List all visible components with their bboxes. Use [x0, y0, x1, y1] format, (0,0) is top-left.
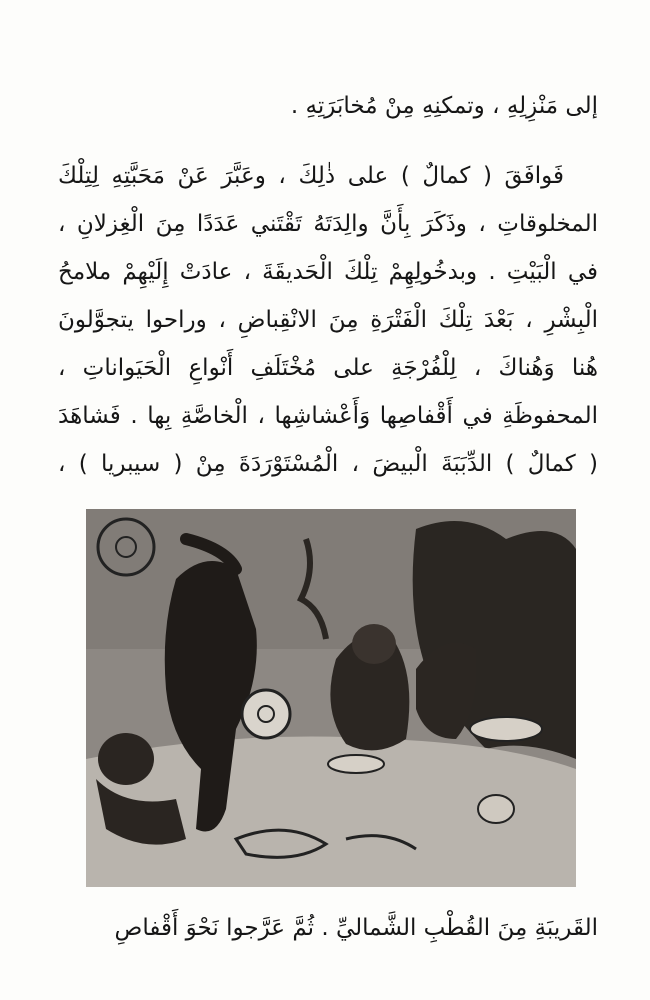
table-plate [328, 755, 384, 773]
small-monkey-head [98, 733, 154, 785]
text-line: المخلوقاتِ ، وذَكَرَ بِأَنَّ والِدَتَهُ تَقْتَني عَدَدًا مِنَ الْغِزلانِ ، [58, 211, 598, 237]
monkey-face [352, 624, 396, 664]
monkeys-illustration [86, 509, 576, 887]
illustration-drawing [86, 509, 576, 887]
text-line: القَريبَةِ مِنَ القُطْبِ الشَّماليِّ . ثُمَّ عَرَّجوا نَحْوَ أَقْفاصِ [114, 915, 598, 941]
main-paragraph [58, 152, 598, 488]
text-line: إلى مَنْزِلِهِ ، وتمكنِهِ مِنْ مُخابَرَتِهِ . [290, 93, 598, 119]
opening-text [58, 82, 598, 130]
table-plate [470, 717, 542, 741]
center-plate [242, 690, 290, 738]
cup [478, 795, 514, 823]
text-line: المحفوظَةِ في أَقْفاصِها وَأَعْشاشِها ، الْخاصَّةِ بِها . فَشاهَدَ [58, 403, 598, 429]
continuation-text [58, 904, 598, 952]
text-line: هُنا وَهُناكَ ، لِلْفُرْجَةِ على مُخْتَلَفِ أَنْواعِ الْحَيَواناتِ ، [58, 355, 598, 381]
text-line: في الْبَيْتِ . وبدخُولِهِمْ تِلْكَ الْحَديقَةَ ، عادَتْ إِلَيْهِمْ ملامحُ [58, 259, 598, 285]
text-line: فَوافَقَ ( كمالٌ ) على ذٰلِكَ ، وعَبَّرَ عَنْ مَحَبَّتِهِ لِتِلْكَ [58, 163, 564, 189]
text-line: ( كمالٌ ) الدِّبَبَةَ الْبيضَ ، الْمُسْتَوْرَدَةَ مِنْ ( سيبريا ) ، [58, 451, 598, 477]
text-line: الْبِشْرِ ، بَعْدَ تِلْكَ الْفَتْرَةِ مِنَ الانْقِباضِ ، وراحوا يتجوَّلونَ [58, 307, 598, 333]
